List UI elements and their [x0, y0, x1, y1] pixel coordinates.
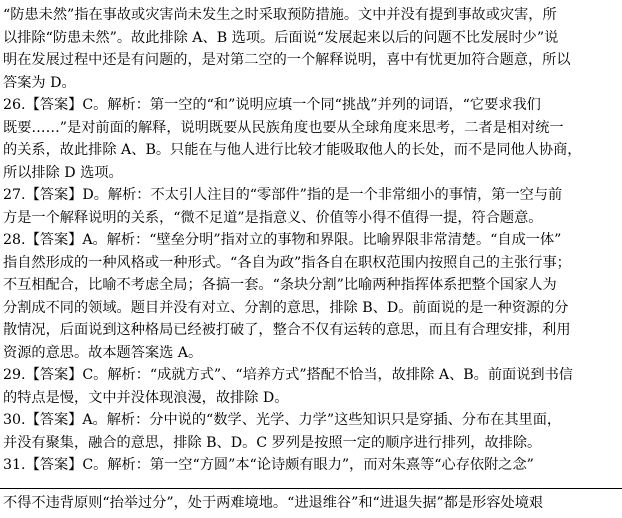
text-line-13: 不互相配合，比喻不考虑全局；各搞一套。“条块分割”比喻两种指挥体系把整个国家人为 [3, 277, 557, 293]
next-page-text-line: 不得不违背原则“抬举过分”，处于两难境地。“进退维谷”和“进退失据”都是形容处境艰 [3, 495, 544, 511]
text-line-5: 26.【答案】C。解析：第一空的“和”说明应填一个同“挑战”并列的词语，“它要求我们 [3, 97, 541, 113]
text-line-12: 指自然形成的一种风格或一种形式。“各自为政”指各自在职权范围内按照自己的主张行事； [3, 254, 571, 271]
text-line-21: 31.【答案】C。解析：第一空“方圆”本“论诗颇有眼力”，而对朱熹等“心存依附之念” [3, 457, 534, 473]
text-line-4: 答案为 D。 [3, 74, 76, 91]
text-line-7: 的关系，故此排除 A、B。只能在与他人进行比较才能吸取他人的长处，而不是同他人协商， [3, 142, 582, 158]
text-line-11: 28.【答案】A。解析：“壁垒分明”指对立的事物和界限。比喻界限非常清楚。“自成一体” [3, 232, 562, 248]
text-line-6: 既要……”是对前面的解释，说明既要从民族角度也要从全球角度来思考，二者是相对统一 [3, 119, 564, 136]
text-line-3: 明在发展过程中还是有问题的，是对第二空的一个解释说明，喜中有忧更加符合题意，所以 [3, 52, 571, 68]
text-line-16: 资源的意思。故本题答案选 A。 [3, 344, 203, 361]
page-break-divider [0, 488, 622, 489]
text-line-10: 方是一个解释说明的关系，“微不足道”是指意义、价值等小得不值得一提，符合题意。 [3, 209, 543, 226]
text-line-1: “防患未然”指在事故或灾害尚未发生之时采取预防措施。文中并没有提到事故或灾害，所 [3, 7, 557, 23]
document-text-area [3, 4, 615, 477]
text-line-14: 分割成不同的领域。题目并没有对立、分割的意思，排除 B、D。前面说的是一种资源的分 [3, 299, 569, 316]
text-line-19: 30.【答案】A。解析：分中说的“数学、光学、力学”这些知识只是穿插、分布在其里面， [3, 412, 562, 428]
text-line-20: 并没有聚集，融合的意思，排除 B、D。C 罗列是按照一定的顺序进行排列，故排除。 [3, 434, 542, 451]
text-line-2: 以排除“防患未然”。故此排除 A、B 选项。后面说“发展起来以后的问题不比发展时少”说 [3, 29, 559, 46]
text-line-17: 29.【答案】C。解析：“成就方式”、“培养方式”搭配不恰当，故排除 A、B。前面说到书信 [3, 367, 573, 383]
text-line-8: 所以排除 D 选项。 [3, 164, 123, 181]
text-line-18: 的特点是慢，文中并没体现浪漫，故排除 D。 [3, 389, 289, 406]
text-line-9: 27.【答案】D。解析：不太引人注目的“零部件”指的是一个非常细小的事情，第一空与前 [3, 187, 563, 203]
text-line-15: 散情况，后面说到这种格局已经被打破了，整合不仅有运转的意思，而且有合理安排，利用 [3, 322, 571, 338]
